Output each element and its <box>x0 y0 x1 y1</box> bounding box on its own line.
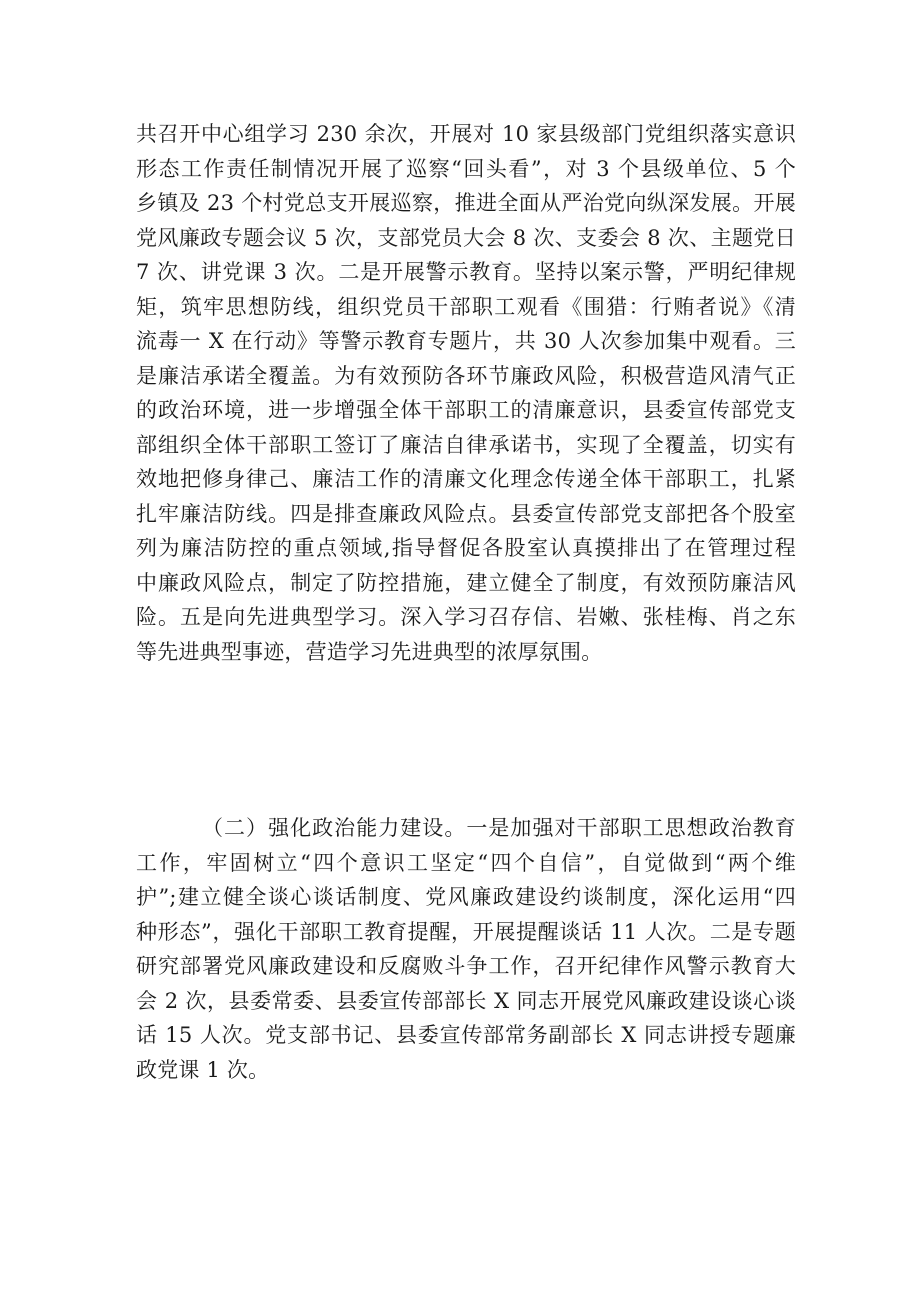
paragraph-line: 中廉政风险点，制定了防控措施，建立健全了制度，有效预防廉洁风 <box>136 570 796 595</box>
paragraph-line: 话 15 人次。党支部书记、县委宣传部常务副部长 X 同志讲授专题廉 <box>136 1023 796 1047</box>
paragraph-line: 工作，牢固树立“四个意识工坚定“四个自信”，自觉做到“两个维 <box>136 850 796 875</box>
paragraph-line: 党风廉政专题会议 5 次，支部党员大会 8 次、支委会 8 次、主题党日 <box>136 225 796 250</box>
paragraph-line: 效地把修身律己、廉洁工作的清廉文化理念传递全体干部职工，扎紧 <box>136 467 796 491</box>
paragraph-line: 政党课 1 次。 <box>136 1057 270 1082</box>
paragraph-line: 乡镇及 23 个村党总支开展巡察，推进全面从严治党向纵深发展。开展 <box>136 191 796 215</box>
paragraph-line: 矩，筑牢思想防线，组织党员干部职工观看《围猎：行贿者说》《清 <box>136 294 796 319</box>
paragraph-1 <box>136 117 796 669</box>
paragraph-line: 研究部署党风廉政建设和反腐败斗争工作，召开纪律作风警示教育大 <box>136 954 796 978</box>
paragraph-line: 等先进典型事迹，营造学习先进典型的浓厚氛围。 <box>136 639 603 664</box>
paragraph-line: 种形态”，强化干部职工教育提醒，开展提醒谈话 11 人次。二是专题 <box>136 919 796 944</box>
paragraph-line: 的政治环境，进一步增强全体干部职工的清廉意识，县委宣传部党支 <box>136 398 796 422</box>
paragraph-line: 流毒一 X 在行动》等警示教育专题片，共 30 人次参加集中观看。三 <box>136 329 796 353</box>
paragraph-line: 险。五是向先进典型学习。深入学习召存信、岩嫩、张桂梅、肖之东 <box>136 605 796 629</box>
paragraph-line: 7 次、讲党课 3 次。二是开展警示教育。坚持以案示警，严明纪律规 <box>136 260 796 284</box>
paragraph-line: 是廉洁承诺全覆盖。为有效预防各环节廉政风险，积极营造风清气正 <box>136 363 796 388</box>
paragraph-line: 扎牢廉洁防线。四是排查廉政风险点。县委宣传部党支部把各个股室 <box>136 501 796 526</box>
paragraph-2 <box>136 811 796 1087</box>
paragraph-line: 列为廉洁防控的重点领域,指导督促各股室认真摸排出了在管理过程 <box>136 536 796 560</box>
paragraph-line: （二）强化政治能力建设。一是加强对干部职工思想政治教育 <box>202 816 796 840</box>
paragraph-line: 共召开中心组学习 230 余次，开展对 10 家县级部门党组织落实意识 <box>136 122 796 146</box>
paragraph-line: 部组织全体干部职工签订了廉洁自律承诺书，实现了全覆盖，切实有 <box>136 432 796 457</box>
paragraph-line: 护”;建立健全谈心谈话制度、党风廉政建设约谈制度，深化运用“四 <box>136 885 796 909</box>
paragraph-line: 会 2 次，县委常委、县委宣传部部长 X 同志开展党风廉政建设谈心谈 <box>136 988 796 1013</box>
paragraph-line: 形态工作责任制情况开展了巡察“回头看”，对 3 个县级单位、5 个 <box>136 156 796 181</box>
